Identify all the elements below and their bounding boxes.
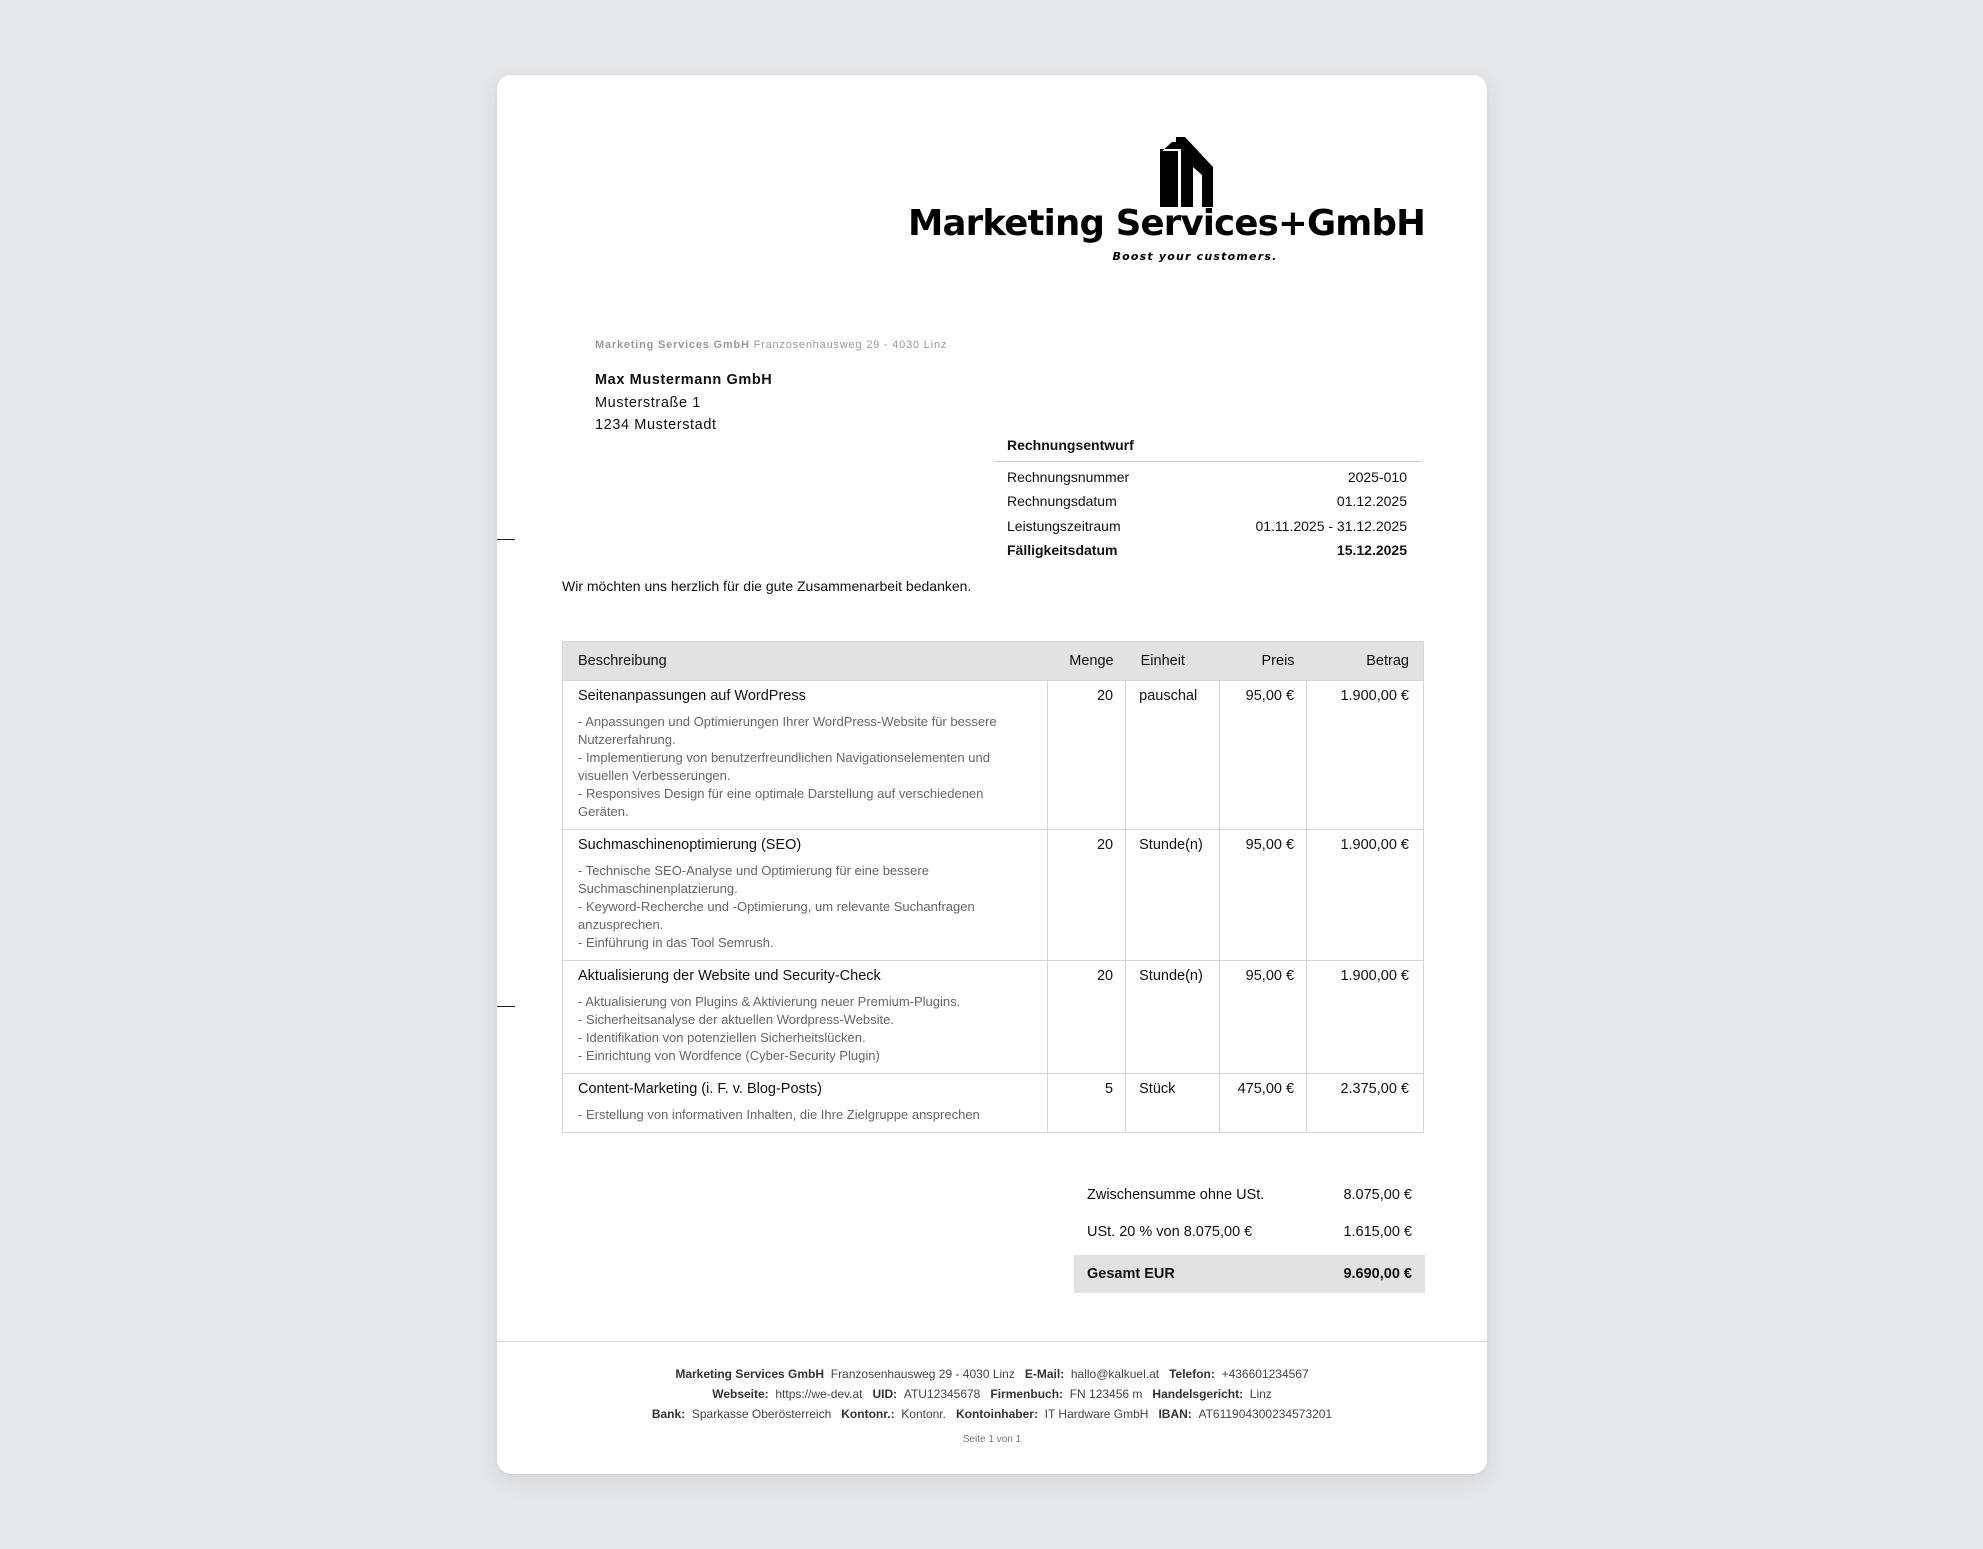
item-detail-line: - Implementierung von benutzerfreundlichen Navigationselementen und [578,750,990,765]
item-quantity: 20 [1048,830,1126,961]
item-price: 475,00 € [1220,1074,1307,1133]
item-detail-line: - Sicherheitsanalyse der aktuellen Wordpress-Website. [578,1012,894,1027]
footer-value: Franzosenhausweg 29 - 4030 Linz [830,1367,1015,1381]
item-price: 95,00 € [1220,830,1307,961]
item-detail-line: Suchmaschinenplatzierung. [578,881,738,896]
fold-mark [497,539,515,540]
footer-line [497,1384,1487,1404]
footer-key: Kontonr.: [841,1407,895,1421]
invoice-number-row [995,465,1421,489]
item-title: Aktualisierung der Website und Security-Check [578,968,881,984]
item-price: 95,00 € [1220,681,1307,830]
table-header-row [563,642,1424,681]
item-details [578,993,1034,1065]
recipient-city: 1234 Musterstadt [595,417,717,433]
table-row [563,681,1424,830]
table-row [563,1074,1424,1133]
meta-value: 01.11.2025 - 31.12.2025 [1255,517,1407,534]
column-header-price: Preis [1220,642,1307,681]
item-title: Seitenanpassungen auf WordPress [578,688,806,704]
thank-you-text: Wir möchten uns herzlich für die gute Zusammenarbeit bedanken. [562,578,972,594]
recipient-address [595,369,772,437]
meta-label: Rechnungsnummer [1007,469,1130,485]
footer-key: Marketing Services GmbH [675,1367,825,1381]
invoice-meta-title: Rechnungsentwurf [995,437,1421,462]
footer-value: AT611904300234573201 [1198,1407,1333,1421]
footer [497,1364,1487,1424]
item-detail-line: - Einrichtung von Wordfence (Cyber-Security Plugin) [578,1048,880,1063]
grand-total-value: 9.690,00 € [1343,1266,1412,1282]
footer-key: Webseite: [712,1387,769,1401]
item-details [578,1106,1034,1124]
logo-company-name: Marketing Services+GmbH [907,203,1425,244]
footer-value: ATU12345678 [903,1387,981,1401]
tax-label: USt. 20 % von 8.075,00 € [1087,1224,1253,1240]
meta-label: Leistungszeitraum [1007,517,1121,534]
item-quantity: 5 [1048,1074,1126,1133]
column-header-quantity: Menge [1048,642,1126,681]
footer-divider [497,1341,1487,1342]
recipient-name: Max Mustermann GmbH [595,372,773,388]
company-logo [907,137,1425,267]
footer-key: Handelsgericht: [1152,1387,1244,1401]
item-amount: 1.900,00 € [1307,961,1424,1074]
item-unit: Stunde(n) [1126,961,1220,1074]
item-title: Suchmaschinenoptimierung (SEO) [578,837,802,853]
item-description-cell [563,681,1048,830]
item-amount: 1.900,00 € [1307,681,1424,830]
item-details [578,713,1034,821]
tax-value: 1.615,00 € [1343,1224,1412,1240]
item-description-cell [563,961,1048,1074]
house-logo-icon [1158,137,1216,207]
meta-value: 01.12.2025 [1336,493,1407,510]
sender-address-line [595,339,947,351]
tax-row [1074,1214,1425,1251]
column-header-unit: Einheit [1126,642,1220,681]
item-detail-line: visuellen Verbesserungen. [578,768,731,783]
item-amount: 2.375,00 € [1307,1074,1424,1133]
item-unit: Stück [1126,1074,1220,1133]
grand-total-row [1074,1255,1425,1293]
footer-line [497,1404,1487,1424]
item-detail-line: - Responsives Design für eine optimale Darstellung auf verschiedenen [578,786,984,801]
logo-slogan: Boost your customers. [1112,250,1278,263]
item-unit: Stunde(n) [1126,830,1220,961]
item-detail-line: - Aktualisierung von Plugins & Aktivierung neuer Premium-Plugins. [578,994,961,1009]
subtotal-label: Zwischensumme ohne USt. [1087,1187,1265,1203]
item-quantity: 20 [1048,961,1126,1074]
meta-value: 2025-010 [1347,469,1407,485]
line-items-table [562,641,1424,1133]
column-header-amount: Betrag [1307,642,1424,681]
totals-block [1074,1177,1425,1293]
footer-key: Firmenbuch: [990,1387,1064,1401]
footer-key: Bank: [651,1407,686,1421]
invoice-meta [995,437,1421,562]
sender-company: Marketing Services GmbH [595,339,750,351]
meta-value: 15.12.2025 [1336,541,1407,558]
footer-value: Linz [1249,1387,1272,1401]
recipient-street: Musterstraße 1 [595,394,701,411]
item-details [578,862,1034,952]
invoice-date-row [995,489,1421,513]
item-quantity: 20 [1048,681,1126,830]
item-detail-line: Geräten. [578,804,629,819]
subtotal-row [1074,1177,1425,1214]
footer-key: UID: [872,1387,898,1401]
footer-value: IT Hardware GmbH [1044,1407,1149,1421]
item-detail-line: Nutzererfahrung. [578,732,676,747]
footer-value: Kontonr. [901,1407,946,1421]
footer-key: Kontoinhaber: [955,1407,1038,1421]
service-period-row [995,514,1421,538]
subtotal-value: 8.075,00 € [1343,1187,1412,1203]
meta-label: Rechnungsdatum [1007,493,1117,510]
footer-key: IBAN: [1158,1407,1192,1421]
item-detail-line: - Identifikation von potenziellen Sicherheitslücken. [578,1030,866,1045]
item-description-cell [563,1074,1048,1133]
sender-address: Franzosenhausweg 29 - 4030 Linz [753,339,948,351]
footer-key: E-Mail: [1024,1367,1065,1381]
footer-value: https://we-dev.at [775,1387,863,1401]
item-unit: pauschal [1126,681,1220,830]
grand-total-label: Gesamt EUR [1087,1266,1175,1282]
item-detail-line: anzusprechen. [578,917,664,932]
footer-line [497,1364,1487,1384]
item-detail-line: - Technische SEO-Analyse und Optimierung für eine bessere [578,863,929,878]
meta-label: Fälligkeitsdatum [1007,541,1118,558]
item-detail-line: - Einführung in das Tool Semrush. [578,935,774,950]
item-title: Content-Marketing (i. F. v. Blog-Posts) [578,1081,822,1097]
footer-value: Sparkasse Oberösterreich [691,1407,832,1421]
fold-mark [497,1006,515,1007]
footer-value: FN 123456 m [1069,1387,1143,1401]
footer-key: Telefon: [1169,1367,1215,1381]
item-amount: 1.900,00 € [1307,830,1424,961]
item-price: 95,00 € [1220,961,1307,1074]
table-row [563,961,1424,1074]
footer-value: +436601234567 [1221,1367,1309,1381]
table-row [563,830,1424,961]
page-number: Seite 1 von 1 [962,1434,1022,1445]
item-detail-line: - Anpassungen und Optimierungen Ihrer WordPress-Website für bessere [578,714,997,729]
invoice-page [497,75,1487,1474]
due-date-row [995,538,1421,562]
column-header-description: Beschreibung [563,642,1048,681]
item-detail-line: - Erstellung von informativen Inhalten, die Ihre Zielgruppe ansprechen [578,1107,980,1122]
item-description-cell [563,830,1048,961]
footer-value: hallo@kalkuel.at [1070,1367,1160,1381]
item-detail-line: - Keyword-Recherche und -Optimierung, um relevante Suchanfragen [578,899,975,914]
